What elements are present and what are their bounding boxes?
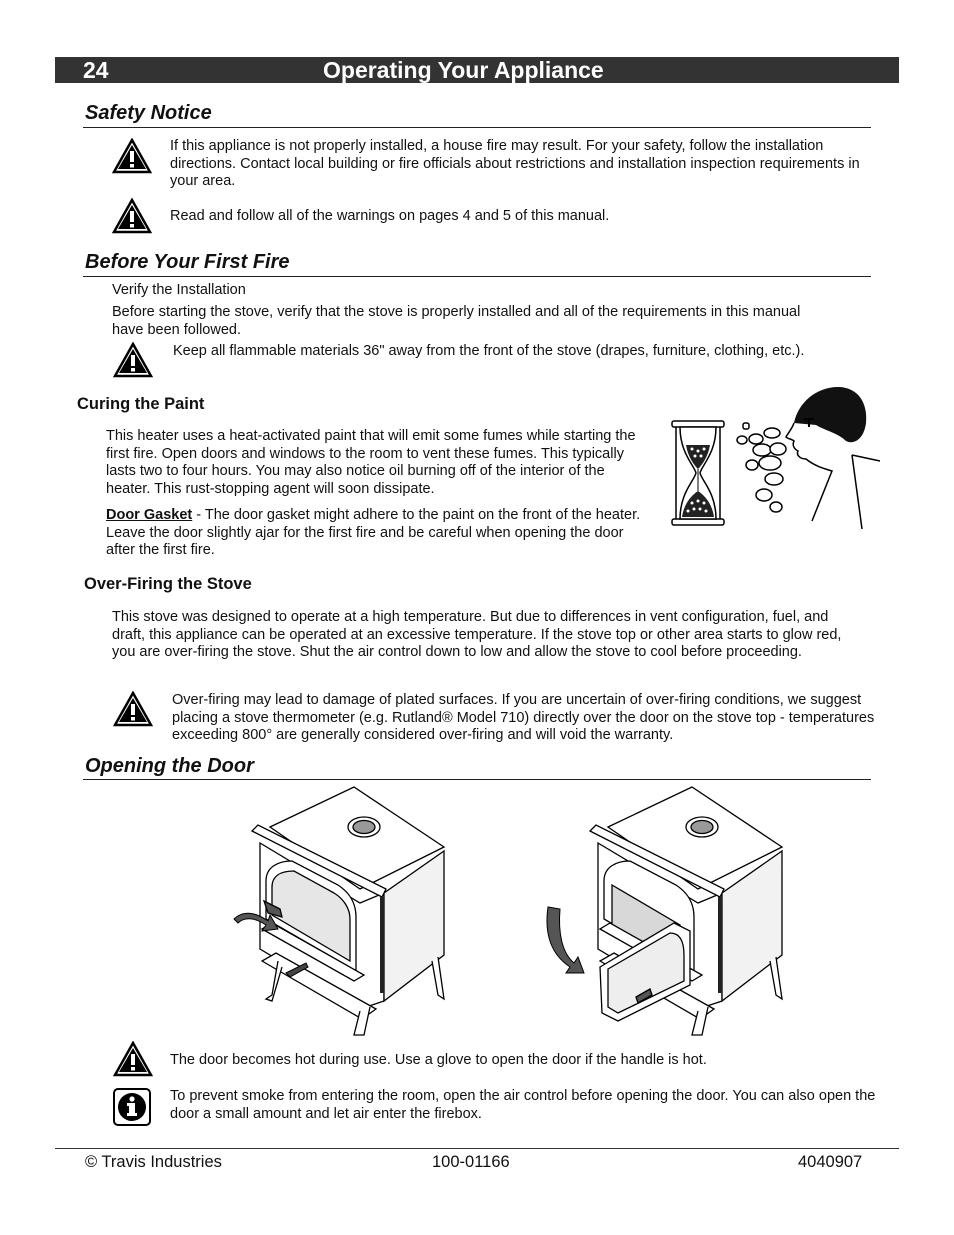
section-divider [83,276,871,277]
door-gasket-text: - The door gasket might adhere to the paint on the front of the heater. Leave the door slightly ajar for the first fire and be careful when opening the door after the first fire. [106,507,641,558]
page-header [55,57,899,83]
section-title-opening-door: Opening the Door [85,755,254,777]
verify-installation-label: Verify the Installation [112,282,246,298]
warning-triangle-icon [113,1041,153,1077]
verify-installation-text: Before starting the stove, verify that the stove is properly installed and all of the requirements in this manual have been followed. [112,304,801,338]
door-gasket-label: Door Gasket [106,507,193,523]
air-control-info: To prevent smoke from entering the room, open the air control before opening the door. You can also open the door a small amount and let air enter the firebox. [170,1088,876,1122]
overfiring-text: This stove was designed to operate at a high temperature. But due to differences in vent configuration, fuel, and draft, this appliance can be operated at an excessive temperature. If the stove top or other area starts to glow red, you are over-firing the stove. Shut the air control down to low and allow the stove to cool before proceeding. [112,609,842,660]
warning-triangle-icon [112,138,152,174]
page-number: 24 [83,57,109,83]
curing-text: This heater uses a heat-activated paint that will emit some fumes while starting the first fire. Open doors and windows to the room to vent these fumes. This typically lasts two to four hours. You may also notice oil burning off of the interior of the heater. This rust-stopping agent will soon dissipate. [106,428,636,497]
footer-copyright: © Travis Industries [85,1153,222,1171]
info-icon [113,1088,151,1126]
door-hot-warning: The door becomes hot during use. Use a glove to open the door if the handle is hot. [170,1052,707,1068]
person-face-icon [786,387,880,529]
arrow-icon [547,907,584,973]
vent-dots-icon [718,897,722,993]
safety-warning-1: If this appliance is not properly installed, a house fire may result. For your safety, follow the installation directions. Contact local building or fire officials about restrictions and installation inspection requirements in your area. [170,138,860,189]
subsection-title-curing: Curing the Paint [77,395,205,413]
door-gasket-paragraph [106,507,646,560]
page-title: Operating Your Appliance [323,57,604,83]
warning-triangle-icon [112,198,152,234]
section-divider [83,127,871,128]
footer-part-number: 100-01166 [432,1153,510,1171]
stove-door-open-illustration [540,785,790,1041]
vent-dots-icon [380,897,384,993]
stove-door-closed-illustration [232,785,452,1041]
curing-fumes-illustration [666,383,884,529]
overfiring-warning: Over-firing may lead to damage of plated surfaces. If you are uncertain of over-firing conditions, we suggest placing a stove thermometer (e.g. Rutland® Model 710) directly over the door on the stove top - temperatures exceeding 800° are generally considered over-firing and will void the warranty. [172,692,875,743]
warning-triangle-icon [113,342,153,378]
flammable-warning: Keep all flammable materials 36" away from the front of the stove (drapes, furniture, clothing, etc.). [173,343,805,359]
warning-triangle-icon [113,691,153,727]
safety-warning-2: Read and follow all of the warnings on pages 4 and 5 of this manual. [170,208,610,224]
fumes-icon [737,423,786,512]
footer-doc-code: 4040907 [798,1153,863,1171]
subsection-title-overfiring: Over-Firing the Stove [84,575,252,593]
section-title-before-first-fire: Before Your First Fire [85,251,290,273]
hourglass-icon [672,421,724,525]
section-divider [83,779,871,780]
footer-divider [55,1148,899,1149]
section-title-safety-notice: Safety Notice [85,102,212,124]
